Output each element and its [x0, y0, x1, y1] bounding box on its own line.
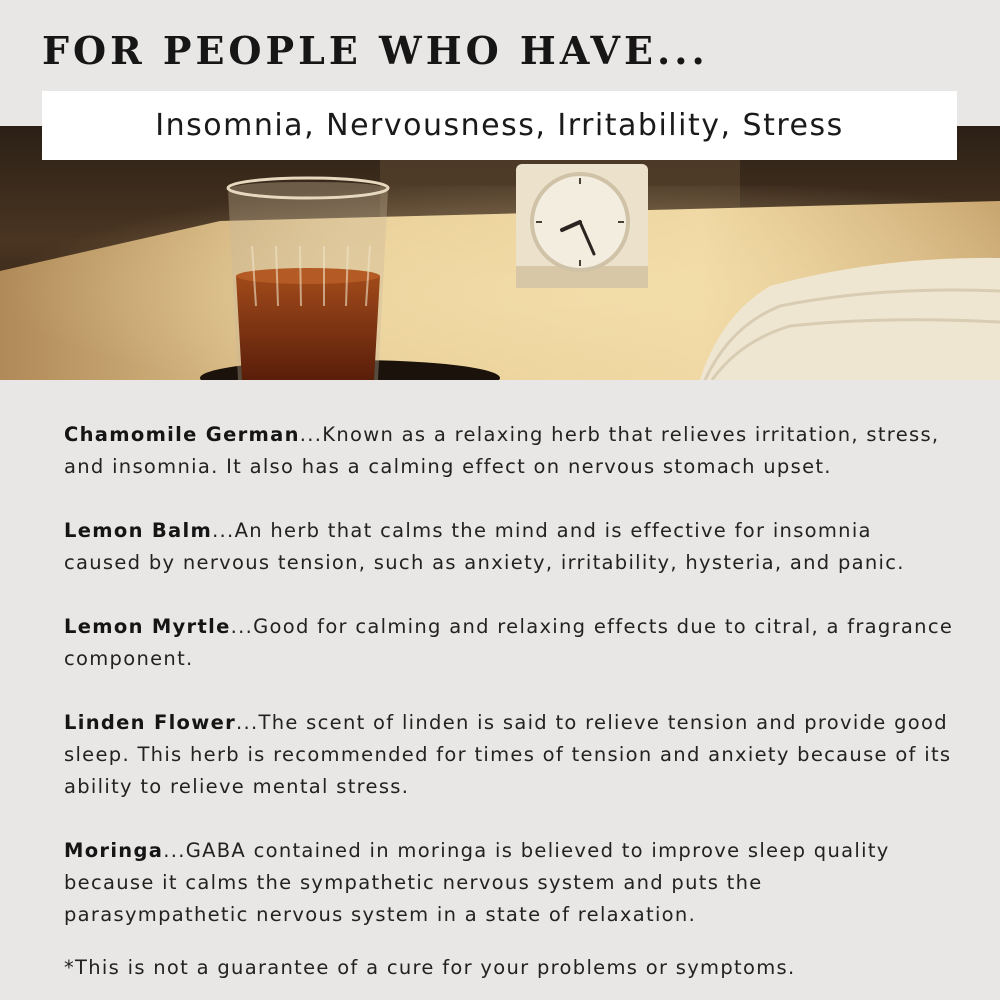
- herb-description: GABA contained in moringa is believed to improve sleep quality because it calms the sympathetic nervous system and puts the parasympathetic nervous system in a state of relaxation.: [64, 839, 890, 926]
- herb-item-lemon-balm: [64, 515, 954, 579]
- herb-description: The scent of linden is said to relieve tension and provide good sleep. This herb is recommended for times of tension and anxiety because of its ability to relieve mental stress.: [64, 711, 952, 798]
- herb-separator: ...: [236, 711, 259, 734]
- herb-name: Lemon Myrtle: [64, 615, 231, 638]
- herb-separator: ...: [230, 615, 254, 638]
- hero-photo: [0, 126, 1000, 380]
- herb-separator: ...: [163, 839, 186, 862]
- herb-name: Lemon Balm: [64, 519, 213, 542]
- disclaimer-text: *This is not a guarantee of a cure for your problems or symptoms.: [64, 956, 796, 979]
- herb-item-moringa: [64, 835, 954, 931]
- herb-description: An herb that calms the mind and is effective for insomnia caused by nervous tension, such as anxiety, irritability, hysteria, and panic.: [64, 519, 905, 574]
- herb-name: Chamomile German: [64, 423, 300, 446]
- herb-separator: ...: [212, 519, 235, 542]
- conditions-text: Insomnia, Nervousness, Irritability, Stress: [155, 108, 844, 143]
- herb-item-linden-flower: [64, 707, 954, 803]
- herb-item-lemon-myrtle: [64, 611, 954, 675]
- herb-separator: ...: [299, 423, 323, 446]
- herb-description: Known as a relaxing herb that relieves irritation, stress, and insomnia. It also has a calming effect on nervous stomach upset.: [64, 423, 940, 478]
- herb-list: [64, 419, 954, 963]
- herb-description: Good for calming and relaxing effects due to citral, a fragrance component.: [64, 615, 954, 670]
- tea-glass-and-clock-photo-icon: [0, 126, 1000, 380]
- page-headline: FOR PEOPLE WHO HAVE...: [42, 28, 709, 73]
- herb-item-chamomile: [64, 419, 954, 483]
- conditions-banner: [42, 91, 957, 160]
- herb-name: Linden Flower: [64, 711, 237, 734]
- herb-name: Moringa: [64, 839, 164, 862]
